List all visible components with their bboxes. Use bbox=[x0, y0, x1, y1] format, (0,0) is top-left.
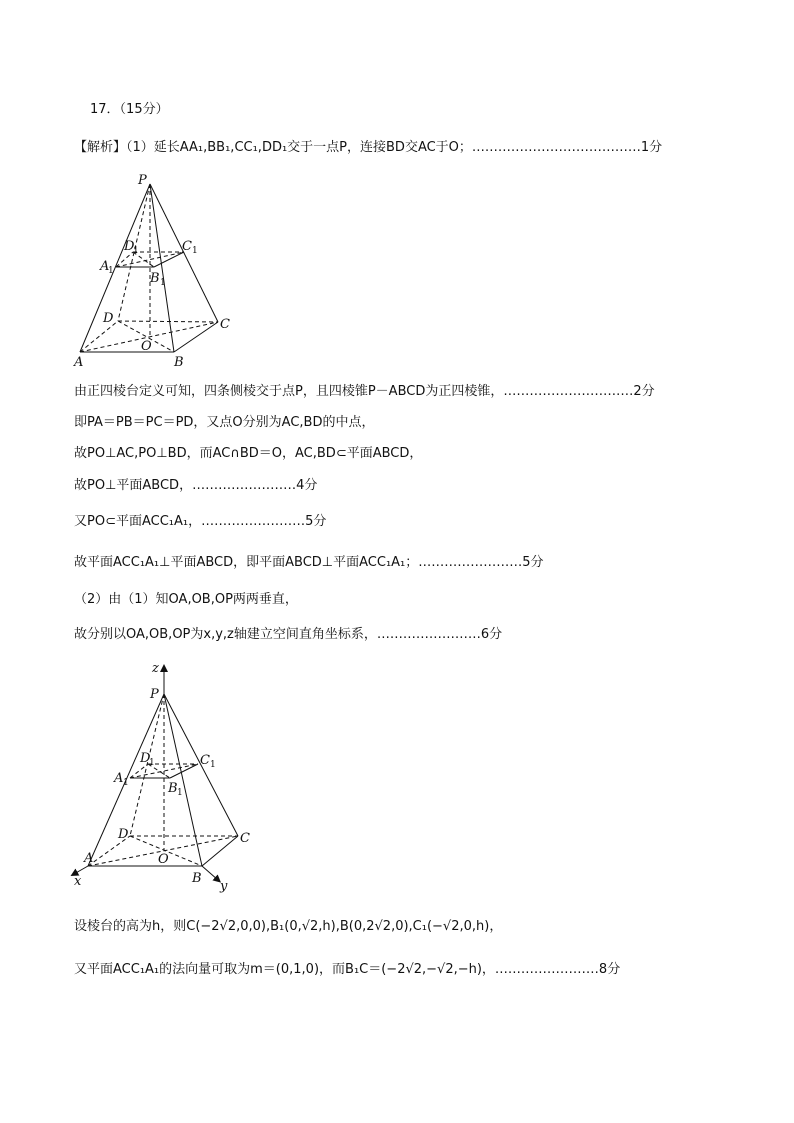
solution-line-7: 故平面ACC₁A₁⊥平面ABCD，即平面ABCD⊥平面ACC₁A₁；……………………5分 bbox=[74, 555, 544, 570]
svg-text:1: 1 bbox=[108, 266, 114, 276]
figure-frustum-1 bbox=[70, 170, 240, 370]
fig1-label-A: A bbox=[74, 355, 84, 370]
solution-line-9: 故分别以OA,OB,OP为x,y,z轴建立空间直角坐标系，……………………6分 bbox=[74, 627, 503, 642]
solution-line-6: 又PO⊂平面ACC₁A₁，……………………5分 bbox=[74, 514, 327, 529]
fig1-label-D: D bbox=[103, 311, 114, 326]
solution-line-4: 故PO⊥AC,PO⊥BD，而AC∩BD＝O，AC,BD⊂平面ABCD， bbox=[74, 446, 423, 461]
fig1-label-A1: A bbox=[100, 259, 110, 274]
fig2-label-B: B bbox=[192, 871, 202, 886]
fig1-label-B: B bbox=[174, 355, 184, 370]
fig1-label-P: P bbox=[138, 173, 147, 188]
fig2-label-D1: D bbox=[140, 751, 151, 766]
fig2-label-A1: A bbox=[114, 771, 124, 786]
solution-line-11: 又平面ACC₁A₁的法向量可取为m＝(0,1,0)，而B₁C＝(−2√2,−√2,−h)，……………………8分 bbox=[74, 962, 621, 977]
fig2-label-C1: C bbox=[200, 753, 210, 768]
solution-line-1: 【解析】（1）延长AA₁,BB₁,CC₁,DD₁交于一点P，连接BD交AC于O；…………………………………1分 bbox=[74, 140, 663, 155]
svg-text:1: 1 bbox=[177, 788, 183, 798]
fig1-label-C1: C bbox=[182, 239, 192, 254]
fig2-label-y: y bbox=[220, 879, 228, 894]
solution-line-10: 设棱台的高为h，则C(−2√2,0,0),B₁(0,√2,h),B(0,2√2,0),C₁(−√2,0,h)， bbox=[74, 919, 503, 934]
fig1-label-D1: D bbox=[124, 239, 135, 254]
svg-text:1: 1 bbox=[210, 760, 216, 770]
fig2-label-B1: B bbox=[168, 781, 178, 796]
fig1-label-O: O bbox=[141, 339, 152, 354]
svg-text:1: 1 bbox=[160, 278, 166, 288]
svg-text:1: 1 bbox=[133, 246, 139, 256]
solution-line-5: 故PO⊥平面ABCD，……………………4分 bbox=[74, 478, 318, 493]
solution-line-2: 由正四棱台定义可知，四条侧棱交于点P，且四棱锥P－ABCD为正四棱锥，…………………………2分 bbox=[74, 384, 655, 399]
fig1-label-C: C bbox=[220, 317, 230, 332]
solution-line-8: （2）由（1）知OA,OB,OP两两垂直， bbox=[74, 592, 298, 607]
fig2-label-P: P bbox=[150, 687, 159, 702]
fig2-label-C: C bbox=[240, 831, 250, 846]
figure-frustum-2-coordinate bbox=[66, 660, 256, 895]
problem-number: 17．（15分） bbox=[90, 102, 169, 117]
fig1-label-B1: B bbox=[150, 271, 160, 286]
fig2-label-z: z bbox=[152, 661, 159, 676]
fig2-label-D: D bbox=[118, 827, 129, 842]
svg-text:1: 1 bbox=[123, 778, 129, 788]
svg-text:1: 1 bbox=[149, 758, 155, 768]
fig2-label-x: x bbox=[74, 874, 82, 889]
svg-text:1: 1 bbox=[192, 246, 198, 256]
fig2-label-A: A bbox=[84, 851, 94, 866]
fig2-label-O: O bbox=[158, 852, 169, 867]
solution-line-3: 即PA＝PB＝PC＝PD，又点O分别为AC,BD的中点， bbox=[74, 415, 375, 430]
